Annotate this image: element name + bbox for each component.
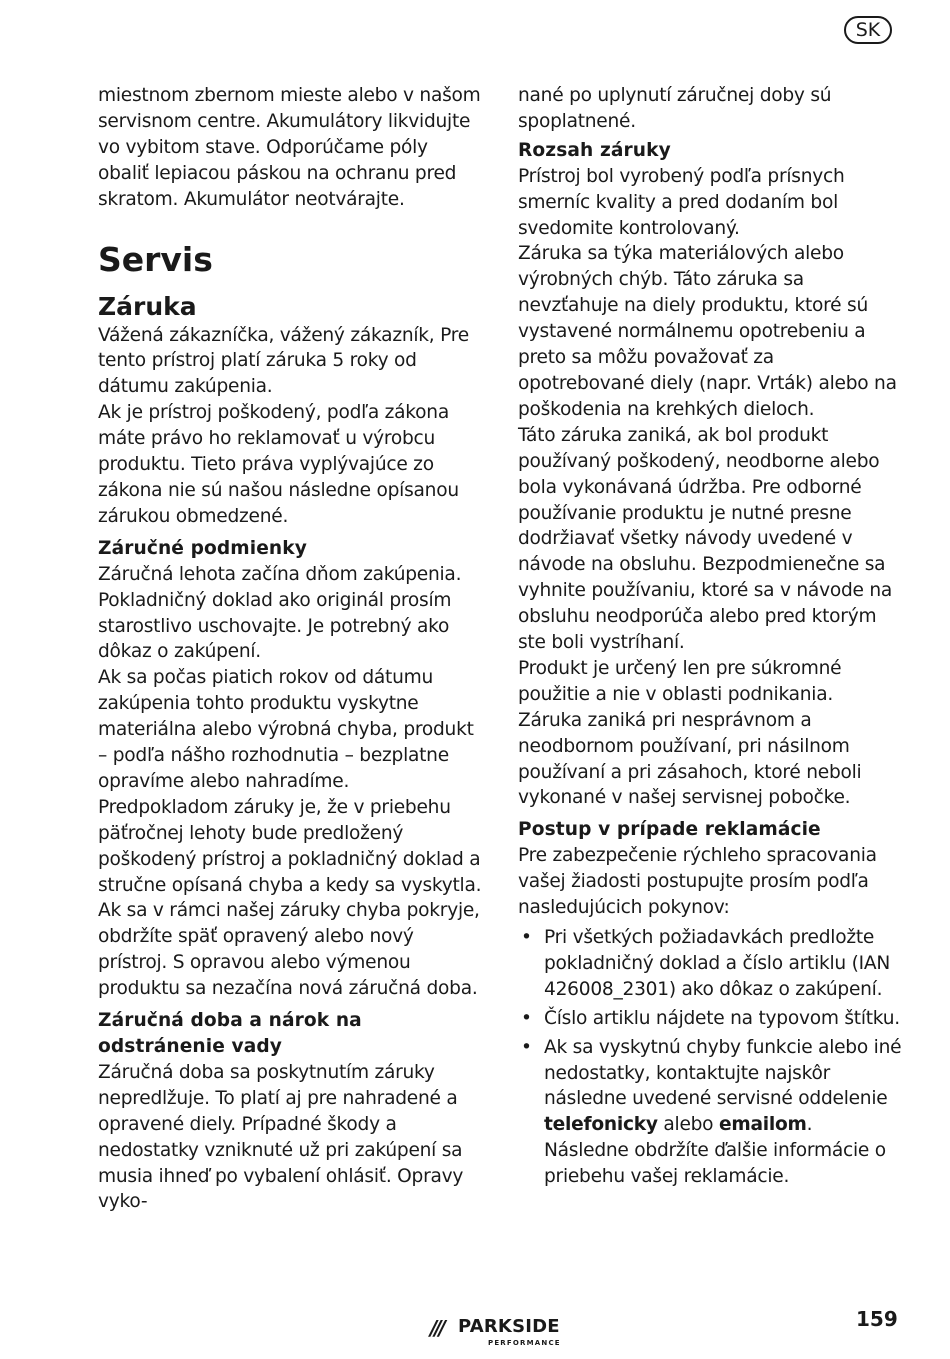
paragraph: nané po uplynutí záručnej doby sú spoplatnené. [518, 85, 832, 132]
list-item-text: Číslo artiklu nájdete na typovom štítku. [544, 1007, 900, 1029]
left-column [98, 83, 484, 1215]
paragraph: Produkt je určený len pre súkromné použitie a nie v oblasti podnikania. Záruka zaniká pri nesprávnom a neodbornom používaní, pri násilnom používaní a pri zásahoch, ktoré neboli vykonané v našej servisnej pobočke. [518, 657, 862, 809]
paragraph: Prístroj bol vyrobený podľa prísnych smerníc kvality a pred dodaním bol svedomite kontrolovaný. [518, 165, 845, 239]
list-item [518, 925, 902, 1003]
section-title: Servis [98, 239, 213, 279]
list-item-text: Pri všetkých požiadavkách predložte pokladničný doklad a číslo artiklu (IAN 426008_2301) ako dôkaz o zakúpení. [544, 927, 890, 1000]
heading-podmienky: Záručné podmienky [98, 537, 307, 559]
list-item [518, 1006, 902, 1032]
bullet-icon: • [521, 1007, 532, 1029]
list-item [518, 1035, 902, 1190]
bullet-icon: • [521, 927, 532, 948]
right-column [518, 83, 902, 1193]
paragraph: Táto záruka zaniká, ak bol produkt používaný poškodený, neodborne alebo bola vykonávaná údržba. Pre odborné používanie produktu je nutné presne dodržiavať všetky návody uvedené v návode na obsluhu. Bezpodmienečne sa vyhnite používaniu, ktoré sa v návode na obsluhu neodporúča alebo pred ktorým ste boli vystríhaní. [518, 424, 893, 654]
heading-postup: Postup v prípade reklamácie [518, 819, 821, 841]
paragraph: Pre zabezpečenie rýchleho spracovania vašej žiadosti postupujte prosím podľa nasledujúcich pokynov: [518, 845, 877, 919]
text-bold-emailom: emailom [718, 1114, 807, 1136]
paragraph: Ak sa v rámci našej záruky chyba pokryje, obdržíte späť opravený alebo nový prístroj. S opravou alebo výmenou produktu sa nezačína nová záručná doba. [98, 900, 480, 1000]
language-badge: SK [844, 16, 892, 44]
text-run: . Následne obdržíte ďalšie informácie o priebehu vašej reklamácie. [544, 1114, 886, 1188]
text-bold-telefonicky: telefonicky [544, 1114, 658, 1136]
instruction-list [518, 925, 902, 1190]
logo-slashes-icon: /// [430, 1316, 443, 1340]
paragraph: Ak je prístroj poškodený, podľa zákona máte právo ho reklamovať u výrobcu produktu. Tieto práva vyplývajúce zo zákona nie sú našou následne opísanou zárukou obmedzené. [98, 402, 459, 527]
subsection-title: Záruka [98, 291, 197, 321]
text-run: Ak sa vyskytnú chyby funkcie alebo iné nedostatky, kontaktujte najskôr následne uvedené servisné oddelenie [544, 1036, 902, 1110]
text-run: alebo [657, 1114, 719, 1136]
paragraph: Záruka sa týka materiálových alebo výrobných chýb. Táto záruka sa nevzťahuje na diely produktu, ktoré sú vystavené normálnemu opotrebeniu a preto sa môžu považovať za opotrebované diely (napr. Vrták) alebo na poškodenia na krehkých dieloch. [518, 243, 897, 420]
bullet-icon: • [521, 1036, 532, 1058]
paragraph: Záručná lehota začína dňom zakúpenia. Pokladničný doklad ako originál prosím starostlivo uschovajte. Je potrebný ako dôkaz o zakúpení. [98, 563, 462, 663]
parkside-logo [430, 1314, 580, 1350]
logo-brand: PARKSIDE [458, 1316, 560, 1337]
heading-doba: Záručná doba a nárok na odstránenie vady [98, 1010, 362, 1057]
paragraph: Vážená zákazníčka, vážený zákazník, Pre tento prístroj platí záruka 5 roky od dátumu zakúpenia. [98, 324, 469, 398]
heading-rozsah: Rozsah záruky [518, 139, 671, 161]
list-item-text [544, 1037, 901, 1188]
logo-subtitle: PERFORMANCE [488, 1339, 561, 1347]
page-number: 159 [856, 1307, 898, 1331]
paragraph: Ak sa počas piatich rokov od dátumu zakúpenia tohto produktu vyskytne materiálna alebo výrobná chyba, produkt – podľa nášho rozhodnutia – bezplatne opravíme alebo nahradíme. Predpokladom záruky je, že v priebehu päťročnej lehoty bude predložený poškodený prístroj a pokladničný doklad a stručne opísaná chyba a kedy sa vyskytla. [98, 667, 482, 896]
paragraph: Záručná doba sa poskytnutím záruky nepredlžuje. To platí aj pre nahradené a opravené diely. Prípadné škody a nedostatky vzniknuté už pri zakúpení sa musia ihneď po vybalení ohlásiť. Opravy vyko- [98, 1061, 464, 1213]
intro-paragraph: miestnom zbernom mieste alebo v našom servisnom centre. Akumulátory likvidujte vo vybitom stave. Odporúčame póly obaliť lepiacou páskou na ochranu pred skratom. Akumulátor neotvárajte. [98, 85, 481, 210]
